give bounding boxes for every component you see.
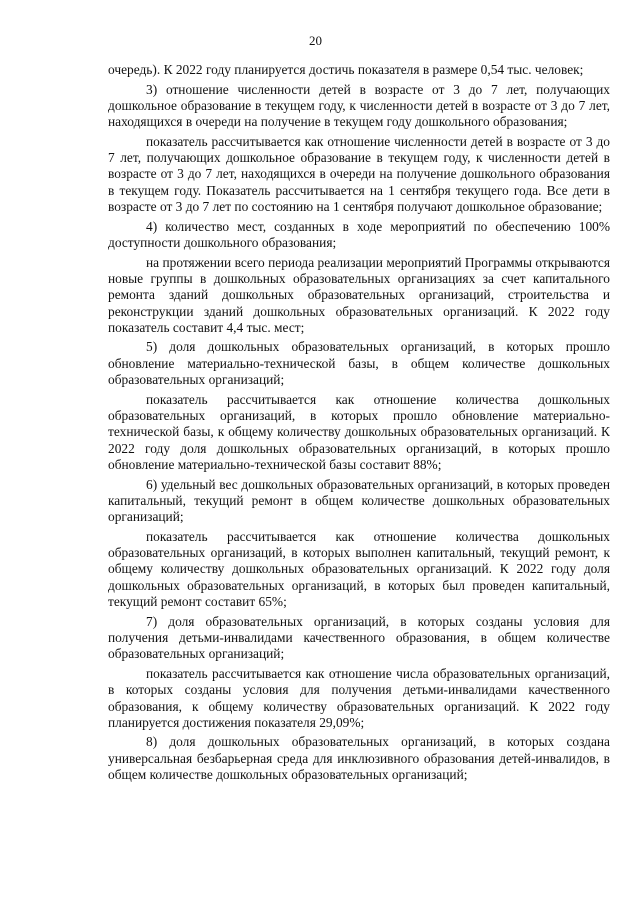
paragraph-item-8: 8) доля дошкольных образовательных организаций, в которых создана универсальная безбарьерная среда для инклюзивного образования детей-инвалидов, в общем количестве дошкольных образовательных организаций; [108, 734, 610, 783]
paragraph-item-5: 5) доля дошкольных образовательных организаций, в которых прошло обновление материально-технической базы, в общем количестве дошкольных образовательных организаций; [108, 339, 610, 388]
paragraph-item-6: 6) удельный вес дошкольных образовательных организаций, в которых проведен капитальный, текущий ремонт в общем количестве дошкольных образовательных организаций; [108, 476, 610, 525]
paragraph-item-3: 3) отношение численности детей в возрасте от 3 до 7 лет, получающих дошкольное образование в текущем году, к численности детей в возрасте от 3 до 7 лет, находящихся в очереди на получение в текущем году дошкольного образования; [108, 81, 610, 130]
paragraph-item-7-explanation: показатель рассчитывается как отношение числа образовательных организаций, в которых созданы условия для получения детьми-инвалидами качественного образования, к общему количеству образовательных организаций. К 2022 году планируется достижения показателя 29,09%; [108, 665, 610, 730]
paragraph-item-7: 7) доля образовательных организаций, в которых созданы условия для получения детьми-инвалидами качественного образования, в общем количестве образовательных организаций; [108, 613, 610, 662]
page-number: 20 [309, 33, 322, 48]
paragraph-continuation: очередь). К 2022 году планируется достичь показателя в размере 0,54 тыс. человек; [108, 62, 584, 77]
paragraph-item-5-explanation: показатель рассчитывается как отношение количества дошкольных образовательных организаций, в которых прошло обновление материально-технической базы, к общему количеству дошкольных образовательных организаций. К 2022 году доля дошкольных образовательных организаций, в которых прошло обновление материально-технической базы составит 88%; [108, 391, 610, 473]
paragraph-item-4-explanation: на протяжении всего периода реализации мероприятий Программы открываются новые группы в дошкольных образовательных организациях за счет капитального ремонта зданий дошкольных образовательных организаций, строительства и реконструкции зданий дошкольных образовательных организаций. К 2022 году показатель составит 4,4 тыс. мест; [108, 254, 610, 335]
paragraph-item-6-explanation: показатель рассчитывается как отношение количества дошкольных образовательных организаций, в которых выполнен капитальный, текущий ремонт, к общему количеству дошкольных образовательных организаций. К 2022 году доля дошкольных образовательных организаций, в которых был проведен капитальный, текущий ремонт составит 65%; [108, 528, 610, 610]
paragraph-item-3-explanation: показатель рассчитывается как отношение численности детей в возрасте от 3 до 7 лет, получающих дошкольное образование в текущем году, к численности детей в возрасте от 3 до 7 лет, находящихся в очереди на получение дошкольного образования в текущем году. Показатель рассчитывается на 1 сентября текущего года. Все дети в возрасте от 3 до 7 лет по состоянию на 1 сентября получают дошкольное образование; [108, 133, 610, 215]
document-body [108, 62, 610, 787]
paragraph-item-4: 4) количество мест, созданных в ходе мероприятий по обеспечению 100% доступности дошкольного образования; [108, 218, 610, 250]
